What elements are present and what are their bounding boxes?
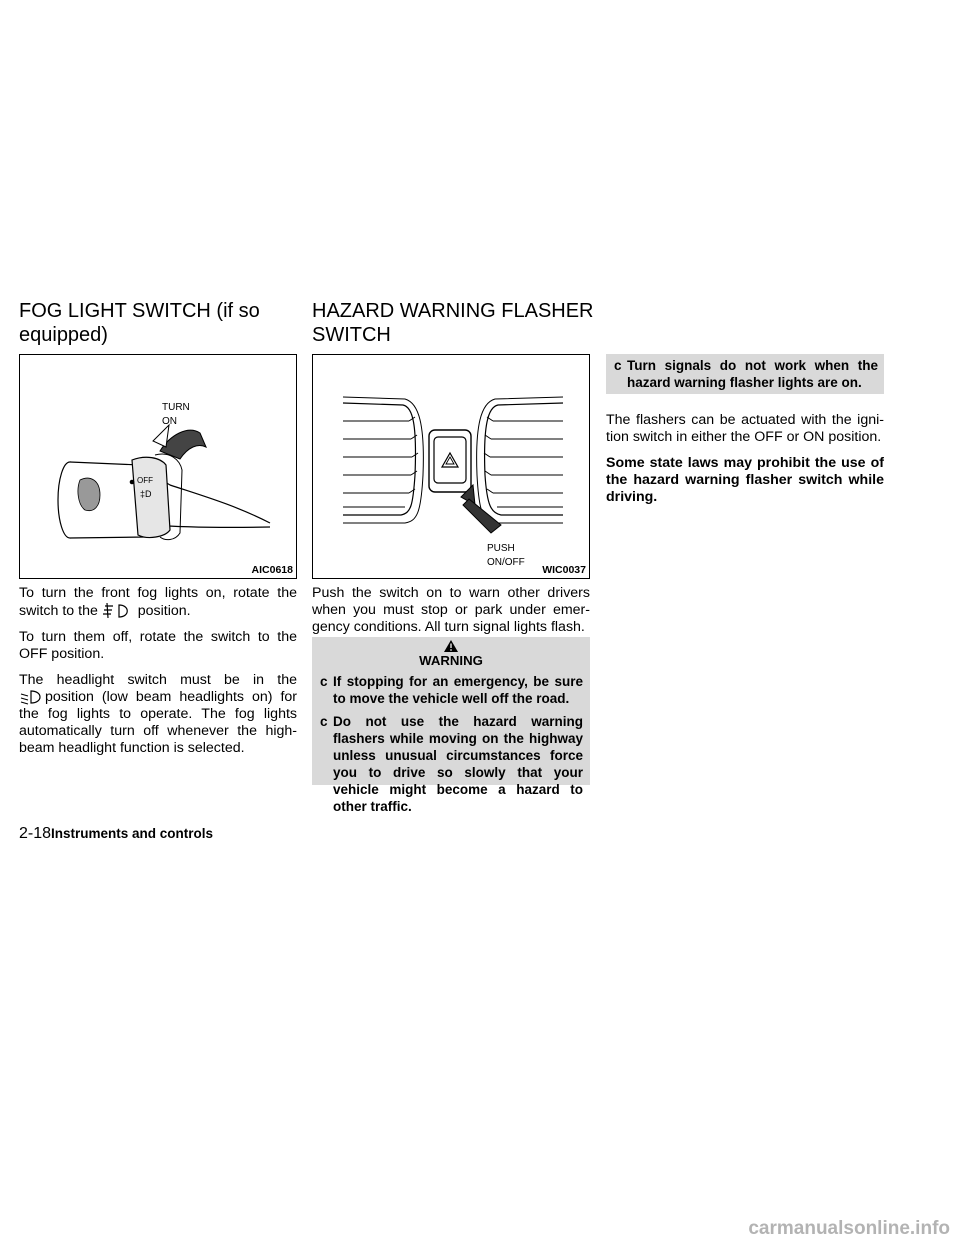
figure-code: WIC0037 [542, 564, 586, 576]
paragraph: To turn them off, rotate the switch to the OFF position. [19, 629, 297, 662]
paragraph: Some state laws may prohibit the use of the hazard warning flasher switch while driving. [606, 455, 884, 505]
hazard-heading: HAZARD WARNING FLASHER SWITCH [312, 300, 594, 346]
warning-item: c If stopping for an emergency, be sure to move the vehicle well off the road. [320, 674, 583, 706]
label-turn: TURN [162, 402, 190, 413]
paragraph: The flashers can be actuated with the igni-tion switch in either the OFF or ON position. [606, 412, 884, 445]
warning-list [312, 669, 590, 815]
low-beam-icon [19, 689, 45, 705]
fog-switch-illustration [20, 355, 298, 580]
hazard-text [312, 585, 590, 636]
paragraph: Push the switch on to warn other drivers when you must stop or park under emer-gency conditions. All turn signal lights flash. [312, 585, 590, 635]
label-on: ON [162, 416, 177, 427]
fog-light-switch-figure [19, 354, 297, 579]
hazard-switch-figure [312, 354, 590, 579]
fog-light-icon [102, 603, 134, 619]
note-box [606, 354, 884, 394]
page-number: 2-18 [19, 825, 52, 842]
hazard-text-continued [606, 412, 884, 506]
section-title: Instruments and controls [51, 826, 214, 841]
fog-light-heading: FOG LIGHT SWITCH (if so equipped) [19, 300, 260, 346]
paragraph: The headlight switch must be in the [19, 672, 297, 688]
hazard-switch-illustration [313, 355, 591, 580]
warning-item: c Do not use the hazard warning flashers while moving on the highway unless unusual circumstances force you to drive so slowly that your vehicle might become a hazard to other traffic. [320, 714, 583, 814]
page-footer [19, 825, 213, 843]
label-off: OFF [137, 476, 153, 485]
note-item: c Turn signals do not work when the hazard warning flasher lights are on. [614, 358, 878, 390]
fog-light-text [19, 585, 297, 757]
paragraph: switch to the position. [19, 603, 191, 619]
paragraph: To turn the front fog lights on, rotate the [19, 585, 297, 601]
watermark: carmanualsonline.info [748, 1218, 950, 1239]
warning-triangle-icon [444, 640, 458, 652]
warning-title: WARNING [312, 637, 590, 669]
figure-code: AIC0618 [251, 564, 293, 576]
label-on-off: ON/OFF [487, 557, 525, 568]
label-fog-symbol: ‡D [140, 489, 152, 499]
label-push: PUSH [487, 543, 515, 554]
warning-box [312, 637, 590, 814]
paragraph: position (low beam headlights on) for the fog lights to operate. The fog lights automatically turn off whenever the high-beam headlight function is selected. [19, 689, 297, 756]
